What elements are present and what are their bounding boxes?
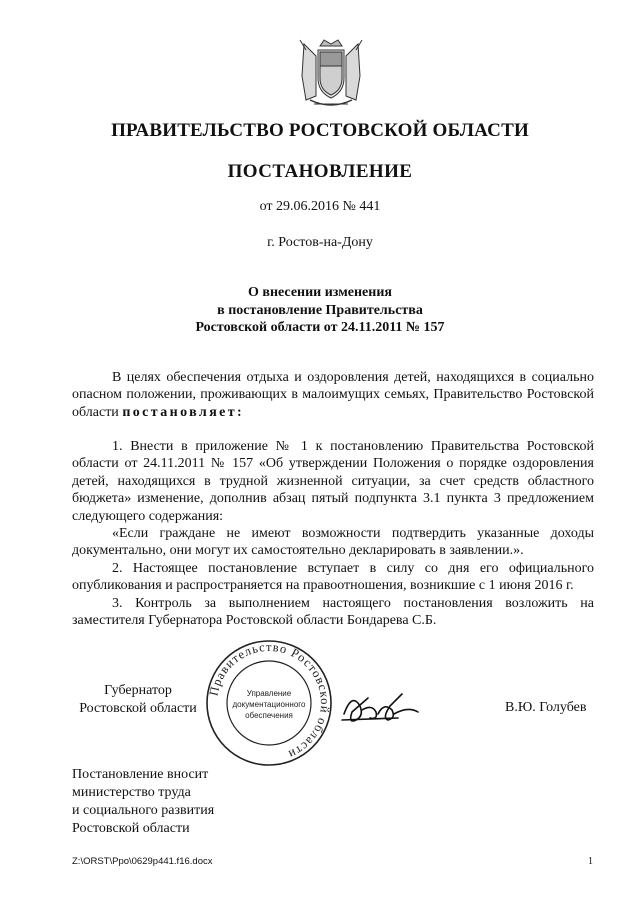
subject-line: О внесении изменения [248,285,392,300]
document-type: ПОСТАНОВЛЕНИЕ [227,161,413,182]
stamp-center-line: документационного [232,700,306,709]
footer-page-number: 1 [588,856,593,867]
coat-of-arms-emblem [296,36,366,110]
signer-name: В.Ю. Голубев [505,700,587,715]
preamble-text: В целях обеспечения отдыха и оздоровления детей, находящихся в социально опасном положении, проживающих в малоимущих семьях, Правительство Ростовской области [72,370,594,420]
stamp-center-line: обеспечения [245,711,293,720]
decree-item: 2. Настоящее постановление вступает в силу со дня его официального опубликования и распространяется на правоотношения, возникшие с 1 июня 2016 г. [72,560,594,594]
footer-file-path: Z:\ORST\Ppo\0629p441.f16.docx [72,856,213,867]
handwritten-signature [338,684,438,732]
document-date-number: от 29.06.2016 № 441 [259,199,381,214]
subject-line: в постановление Правительства [217,302,423,318]
preamble-paragraph [72,369,594,421]
signer-title [68,682,208,718]
government-title: ПРАВИТЕЛЬСТВО РОСТОВСКОЙ ОБЛАСТИ [111,120,529,141]
signer-title-line: Ростовской области [79,701,197,716]
document-city: г. Ростов-на-Дону [267,235,373,250]
decree-item: 1. Внести в приложение № 1 к постановлению Правительства Ростовской области от 24.11.2011 № 157 «Об утверждении Положения о порядке оздоровления детей, находящихся в трудной жизненной ситуации, за счет средств областного бюджета» изменение, дополнив абзац пятый подпункта 3.1 пункта 3 предложением следующего содержания: [72,439,594,524]
subject-line: Ростовской области от 24.11.2011 № 157 [195,320,445,335]
stamp-center-line: Управление [246,689,292,698]
note-line: Постановление вносит [72,767,209,782]
decree-word: постановляет: [122,404,245,420]
note-line: министерство труда [72,785,191,800]
note-line: Ростовской области [72,821,190,836]
document-subject [0,284,640,337]
stamp-ring-text: Правительство Ростовской области [206,639,333,762]
decree-item-quote: «Если граждане не имеют возможности подтвердить указанные доходы документально, они могут их самостоятельно декларировать в заявлении.». [72,526,594,559]
official-stamp [204,638,334,768]
note-line: и социального развития [72,803,215,818]
signer-title-line: Губернатор [104,683,172,698]
decree-items [72,438,594,629]
decree-item: 3. Контроль за выполнением настоящего постановления возложить на заместителя Губернатора Ростовской области Бондарева С.Б. [72,595,594,629]
submission-note [72,766,214,838]
